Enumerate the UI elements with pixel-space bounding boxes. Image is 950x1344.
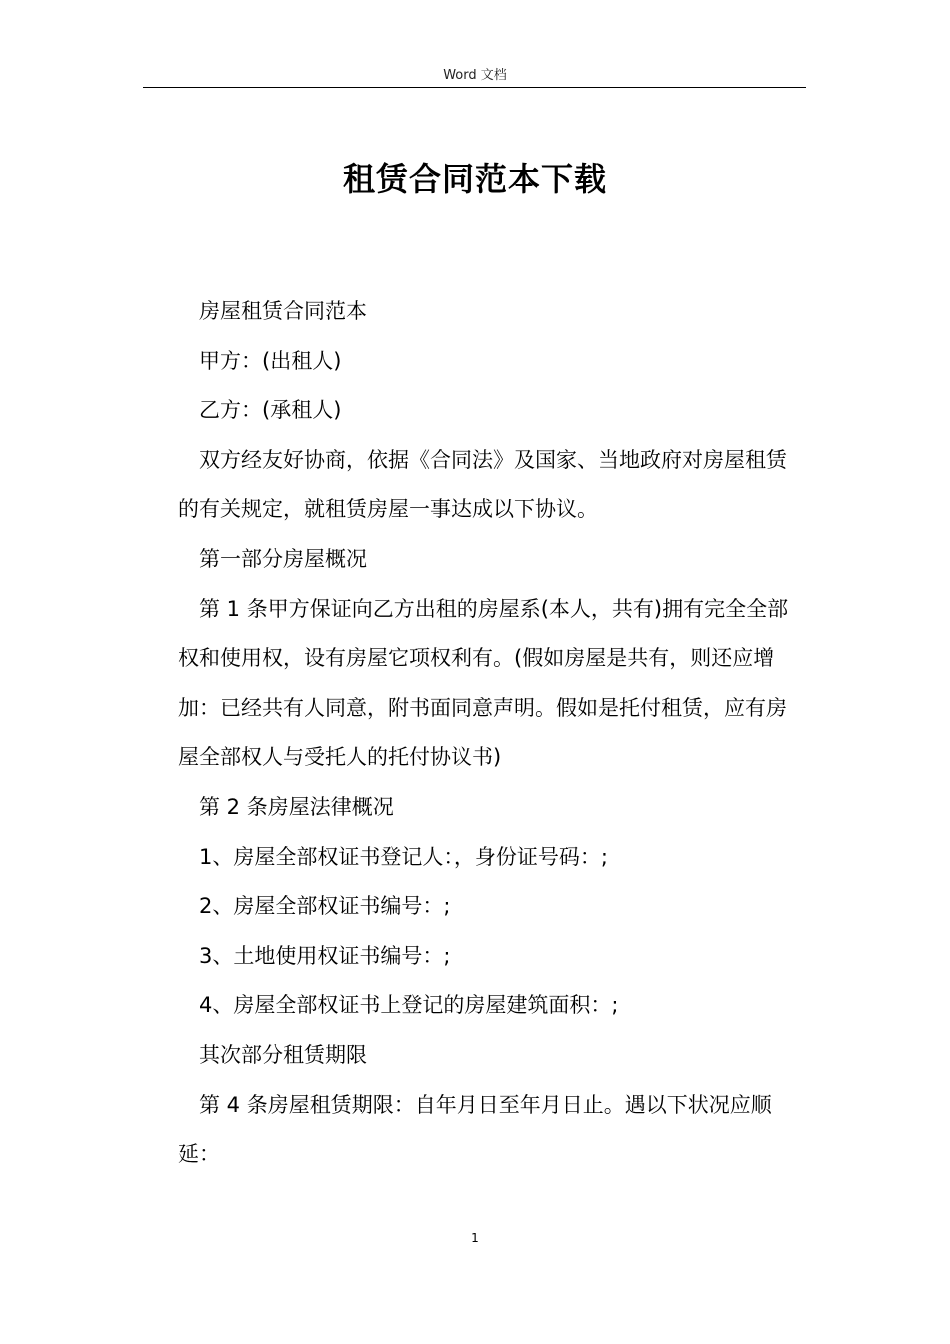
page-number: 1	[471, 1231, 479, 1245]
document-body	[178, 287, 802, 1180]
paragraph: 双方经友好协商，依据《合同法》及国家、当地政府对房屋租赁的有关规定，就租赁房屋一事达成以下协议。	[178, 447, 787, 522]
paragraph: 甲方：(出租人)	[199, 348, 342, 373]
paragraph: 1、房屋全部权证书登记人：，身份证号码：;	[199, 844, 608, 869]
paragraph: 第一部分房屋概况	[199, 546, 367, 571]
paragraph: 其次部分租赁期限	[199, 1042, 367, 1067]
paragraph: 3、土地使用权证书编号：;	[199, 943, 451, 968]
header-divider	[143, 87, 806, 88]
document-title: 租赁合同范本下载	[342, 160, 607, 198]
paragraph: 第 2 条房屋法律概况	[199, 794, 394, 819]
paragraph: 4、房屋全部权证书上登记的房屋建筑面积：;	[199, 993, 619, 1018]
page-header: Word 文档	[443, 68, 507, 83]
paragraph: 房屋租赁合同范本	[199, 299, 367, 323]
paragraph: 乙方：(承租人)	[199, 398, 342, 423]
paragraph: 2、房屋全部权证书编号：;	[199, 894, 451, 919]
paragraph: 第 4 条房屋租赁期限：自年月日至年月日止。遇以下状况应顺延：	[178, 1092, 772, 1167]
paragraph: 第 1 条甲方保证向乙方出租的房屋系(本人，共有)拥有完全全部权和使用权，设有房屋它项权利有。(假如房屋是共有，则还应增加：已经共有人同意，附书面同意声明。假如是托付租赁，应有房屋全部权人与受托人的托付协议书)	[178, 596, 789, 770]
